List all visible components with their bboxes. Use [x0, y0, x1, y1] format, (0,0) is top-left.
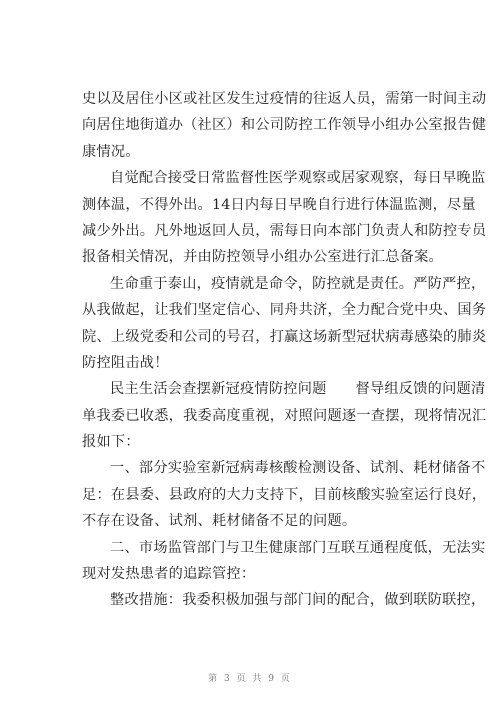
text-line: 报如下： — [82, 434, 140, 451]
text-line: 康情况。 — [82, 143, 140, 160]
text-line: 不存在设备、试剂、耗材储备不足的问题。 — [82, 513, 357, 530]
paragraph-first-line: 民主生活会查摆新冠疫情防控问题 督导组反馈的问题清 — [110, 381, 486, 398]
text-line: 现对发热患者的追踪管控： — [82, 566, 256, 583]
text-line: 院、上级党委和公司的号召，打赢这场新型冠状病毒感染的肺炎 — [82, 328, 487, 345]
document-body — [82, 86, 487, 614]
text-line: 从我做起，让我们坚定信心、同舟共济，全力配合党中央、国务 — [82, 302, 487, 319]
text-line: 测体温，不得外出。14日内每日早晚自行进行体温监测，尽量 — [82, 196, 476, 213]
paragraph-first-line: 整改措施：我委积极加强与部门间的配合，做到联防联控， — [110, 592, 486, 609]
text-line: 向居住地街道办（社区）和公司防控工作领导小组办公室报告健 — [82, 117, 487, 134]
page-number-footer: 第 3 页 共 9 页 — [208, 674, 292, 684]
text-line: 单我委已收悉，我委高度重视，对照问题逐一查摆，现将情况汇 — [82, 407, 487, 424]
text-line: 史以及居住小区或社区发生过疫情的往返人员，需第一时间主动 — [82, 91, 487, 107]
text-line: 减少外出。凡外地返回人员，需每日向本部门负责人和防控专员 — [82, 222, 487, 239]
paragraph-first-line: 生命重于泰山，疫情就是命令，防控就是责任。严防严控， — [110, 275, 486, 292]
paragraph-first-line: 一、部分实验室新冠病毒核酸检测设备、试剂、耗材储备不 — [110, 460, 486, 477]
text-line: 防控阻击战！ — [82, 354, 169, 371]
text-line: 报备相关情况，并由防控领导小组办公室进行汇总备案。 — [82, 249, 443, 266]
text-line: 足：在县委、县政府的大力支持下，目前核酸实验室运行良好， — [82, 486, 487, 503]
paragraph-first-line: 自觉配合接受日常监督性医学观察或居家观察，每日早晚监 — [110, 170, 486, 187]
paragraph-first-line: 二、市场监管部门与卫生健康部门互联互通程度低，无法实 — [110, 539, 486, 556]
